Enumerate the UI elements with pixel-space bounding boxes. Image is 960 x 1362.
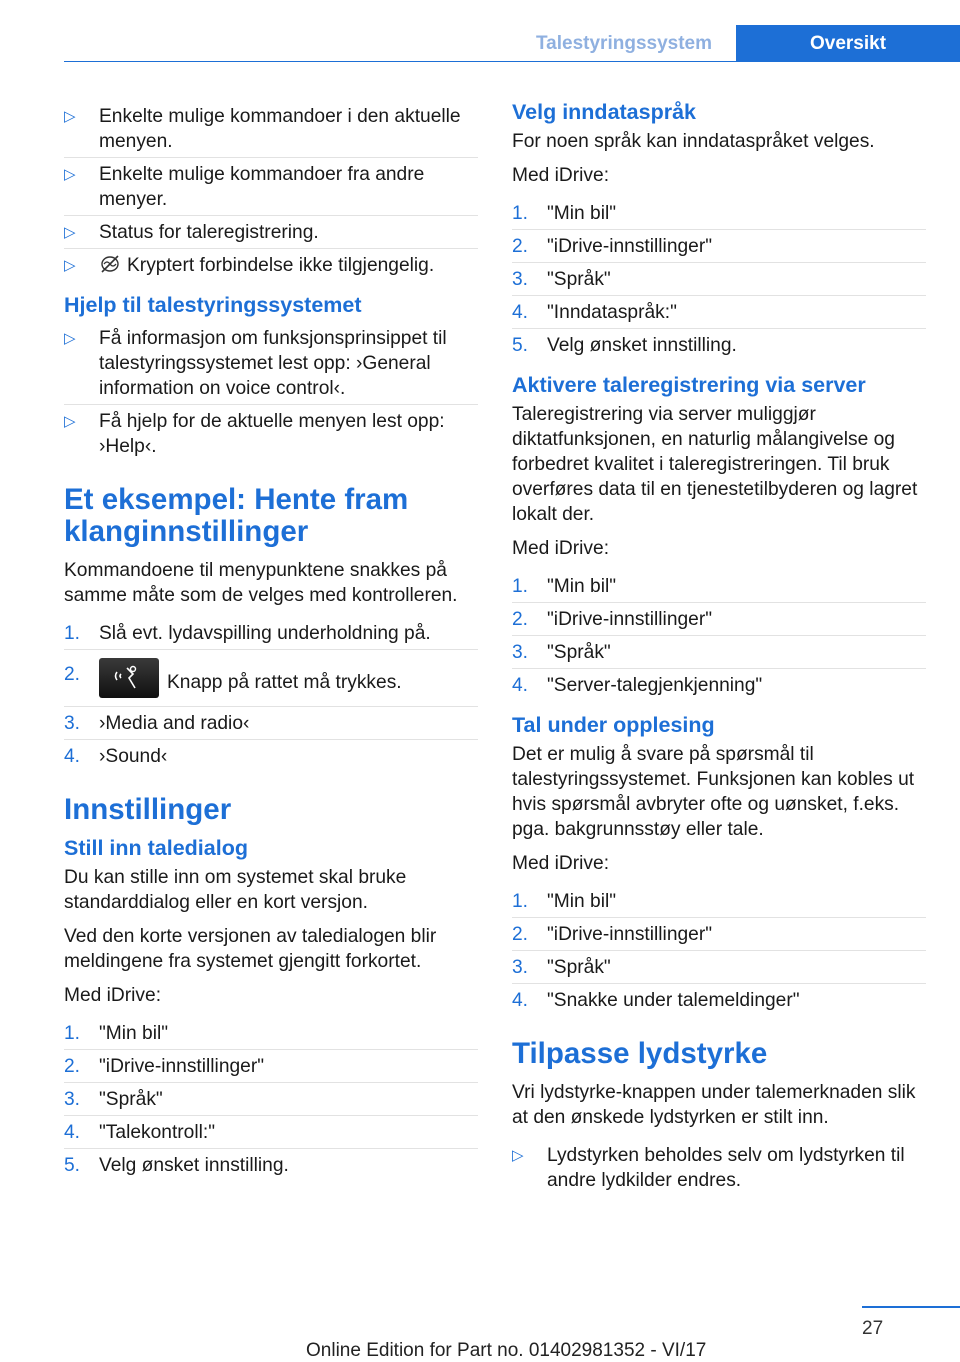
step-number: 3. [512,641,529,663]
input-idrive-label: Med iDrive: [512,165,610,186]
dialog-paragraph-1: Du kan stille inn om systemet skal bruke standarddialog eller en kort versjon. [64,867,407,913]
list-item: 1. "Min bil" [512,890,617,912]
list-item: 3. "Språk" [512,635,926,668]
header-rule [64,61,960,62]
list-item: 4. "Snakke under talemeldinger" [512,983,926,1016]
list-item: 2. "iDrive-innstillinger" [512,917,926,950]
step-number: 4. [64,745,81,767]
list-item: 4. "Inndataspråk:" [512,295,926,328]
step-number: 3. [64,712,81,734]
bullet-triangle-icon: ▷ [64,165,76,183]
tab-oversikt[interactable]: Oversikt [736,25,960,62]
step-number: 2. [512,923,529,945]
edition-footer: Online Edition for Part no. 01402981352 - VI/17 [306,1340,707,1361]
list-item: 1. "Min bil" [512,575,617,597]
bullet-triangle-icon: ▷ [64,329,76,347]
step-number: 4. [64,1121,81,1143]
input-language-paragraph: For noen språk kan inndataspråket velges. [512,131,875,152]
bullet-triangle-icon: ▷ [64,256,76,274]
bullet-triangle-icon: ▷ [64,107,76,125]
volume-bullet-list [512,1139,926,1196]
intro-bullet-list [64,100,478,281]
bullet-triangle-icon: ▷ [512,1146,524,1164]
list-item: 1. "Min bil" [512,202,617,224]
step-number: 1. [64,1022,81,1044]
step-number: 1. [512,890,529,912]
step-number: 3. [512,268,529,290]
step-number: 2. [64,1055,81,1077]
dialog-idrive-label: Med iDrive: [64,985,162,1006]
list-item: 5. Velg ønsket innstilling. [512,328,926,361]
steering-wheel-voice-button-icon [99,658,159,698]
step-number: 5. [512,334,529,356]
list-item: 4. "Talekontroll:" [64,1115,478,1148]
example-steps-list [64,617,478,772]
dialog-paragraph-2: Ved den korte versjonen av taledialogen blir meldingene fra systemet gjengitt forkortet. [64,926,437,972]
readout-paragraph: Det er mulig å svare på spørsmål til talestyringssystemet. Funksjonen kan kobles ut hvis spørsmål avbryter ofte og uønsket, f.eks. pga. bakgrunnsstøy eller tale. [512,744,915,840]
readout-idrive-label: Med iDrive: [512,853,610,874]
right-column [512,100,926,1204]
subsection-heading-dialog: Still inn taledialog [64,836,248,860]
page-header [0,25,960,62]
list-item: 3. "Språk" [512,262,926,295]
list-item: 5. Velg ønsket innstilling. [64,1148,478,1181]
step-number: 2. [64,664,81,685]
list-item: 3. ›Media and radio‹ [64,706,478,739]
example-paragraph: Kommandoene til menypunktene snakkes på samme måte som de velges med kontrolleren. [64,560,458,606]
page-number: 27 [862,1318,884,1339]
list-item: ▷ Få hjelp for de aktuelle menyen lest opp: ›Help‹. [64,404,478,462]
list-item: ▷ Enkelte mulige kommandoer fra andre menyer. [64,157,478,215]
step-number: 4. [512,989,529,1011]
step-number: 5. [64,1154,81,1176]
server-steps-list [512,570,926,701]
step-number: 4. [512,674,529,696]
left-column [64,100,478,1189]
volume-paragraph: Vri lydstyrke-knappen under talemerknaden slik at den ønskede lydstyrken er stilt inn. [512,1082,916,1128]
input-steps-list [512,197,926,361]
list-item: 1. "Min bil" [64,1022,169,1044]
section-heading-input-language: Velg inndataspråk [512,100,697,124]
list-item: ▷ Kryptert forbindelse ikke tilgjengelig. [64,248,478,281]
list-item: 2. Knapp på rattet må trykkes. [64,649,478,706]
section-heading-settings: Innstillinger [64,793,232,826]
list-item: 2. "iDrive-innstillinger" [512,602,926,635]
server-idrive-label: Med iDrive: [512,538,610,559]
step-number: 4. [512,301,529,323]
footer-rule [862,1306,960,1308]
encryption-unavailable-icon [99,254,121,274]
step-number: 3. [64,1088,81,1110]
list-item: 4. "Server-talegjenkjenning" [512,668,926,701]
list-item: 3. "Språk" [512,950,926,983]
list-item: ▷ Få informasjon om funksjonsprinsippet til talestyringssystemet lest opp: ›General information on voice control‹. [64,327,447,399]
step-number: 2. [512,608,529,630]
list-item: ▷ Lydstyrken beholdes selv om lydstyrken til andre lydkilder endres. [512,1144,905,1191]
breadcrumb-section[interactable]: Talestyringssystem [535,33,712,54]
dialog-steps-list [64,1017,478,1181]
section-heading-readout: Tal under opplesing [512,713,715,737]
list-item: 2. "iDrive-innstillinger" [64,1049,478,1082]
list-item: 3. "Språk" [64,1082,478,1115]
readout-steps-list [512,885,926,1016]
list-item: 1. Slå evt. lydavspilling underholdning på. [64,622,431,644]
list-item: 4. ›Sound‹ [64,739,478,772]
bullet-triangle-icon: ▷ [64,412,76,430]
list-item: 2. "iDrive-innstillinger" [512,229,926,262]
step-number: 2. [512,235,529,257]
section-heading-volume: Tilpasse lydstyrke [512,1037,768,1070]
list-item: ▷ Enkelte mulige kommandoer i den aktuelle menyen. [64,105,461,152]
step-number: 1. [64,622,81,644]
section-heading-help: Hjelp til talestyringssystemet [64,293,362,317]
help-bullet-list [64,322,478,462]
step-number: 3. [512,956,529,978]
step-number: 1. [512,575,529,597]
server-paragraph: Taleregistrering via server muliggjør diktatfunksjonen, en naturlig målangivelse og forbedret kvalitet i taleregistreringen. Til bruk overføres data til en tjenestetilbyderen og lagret lokalt der. [512,404,918,525]
section-heading-server: Aktivere taleregistrering via server [512,373,866,397]
step-number: 1. [512,202,529,224]
list-item: ▷ Status for taleregistrering. [64,215,478,248]
section-heading-example: Et eksempel: Hente fram klanginnstillinger [64,483,409,548]
bullet-triangle-icon: ▷ [64,223,76,241]
